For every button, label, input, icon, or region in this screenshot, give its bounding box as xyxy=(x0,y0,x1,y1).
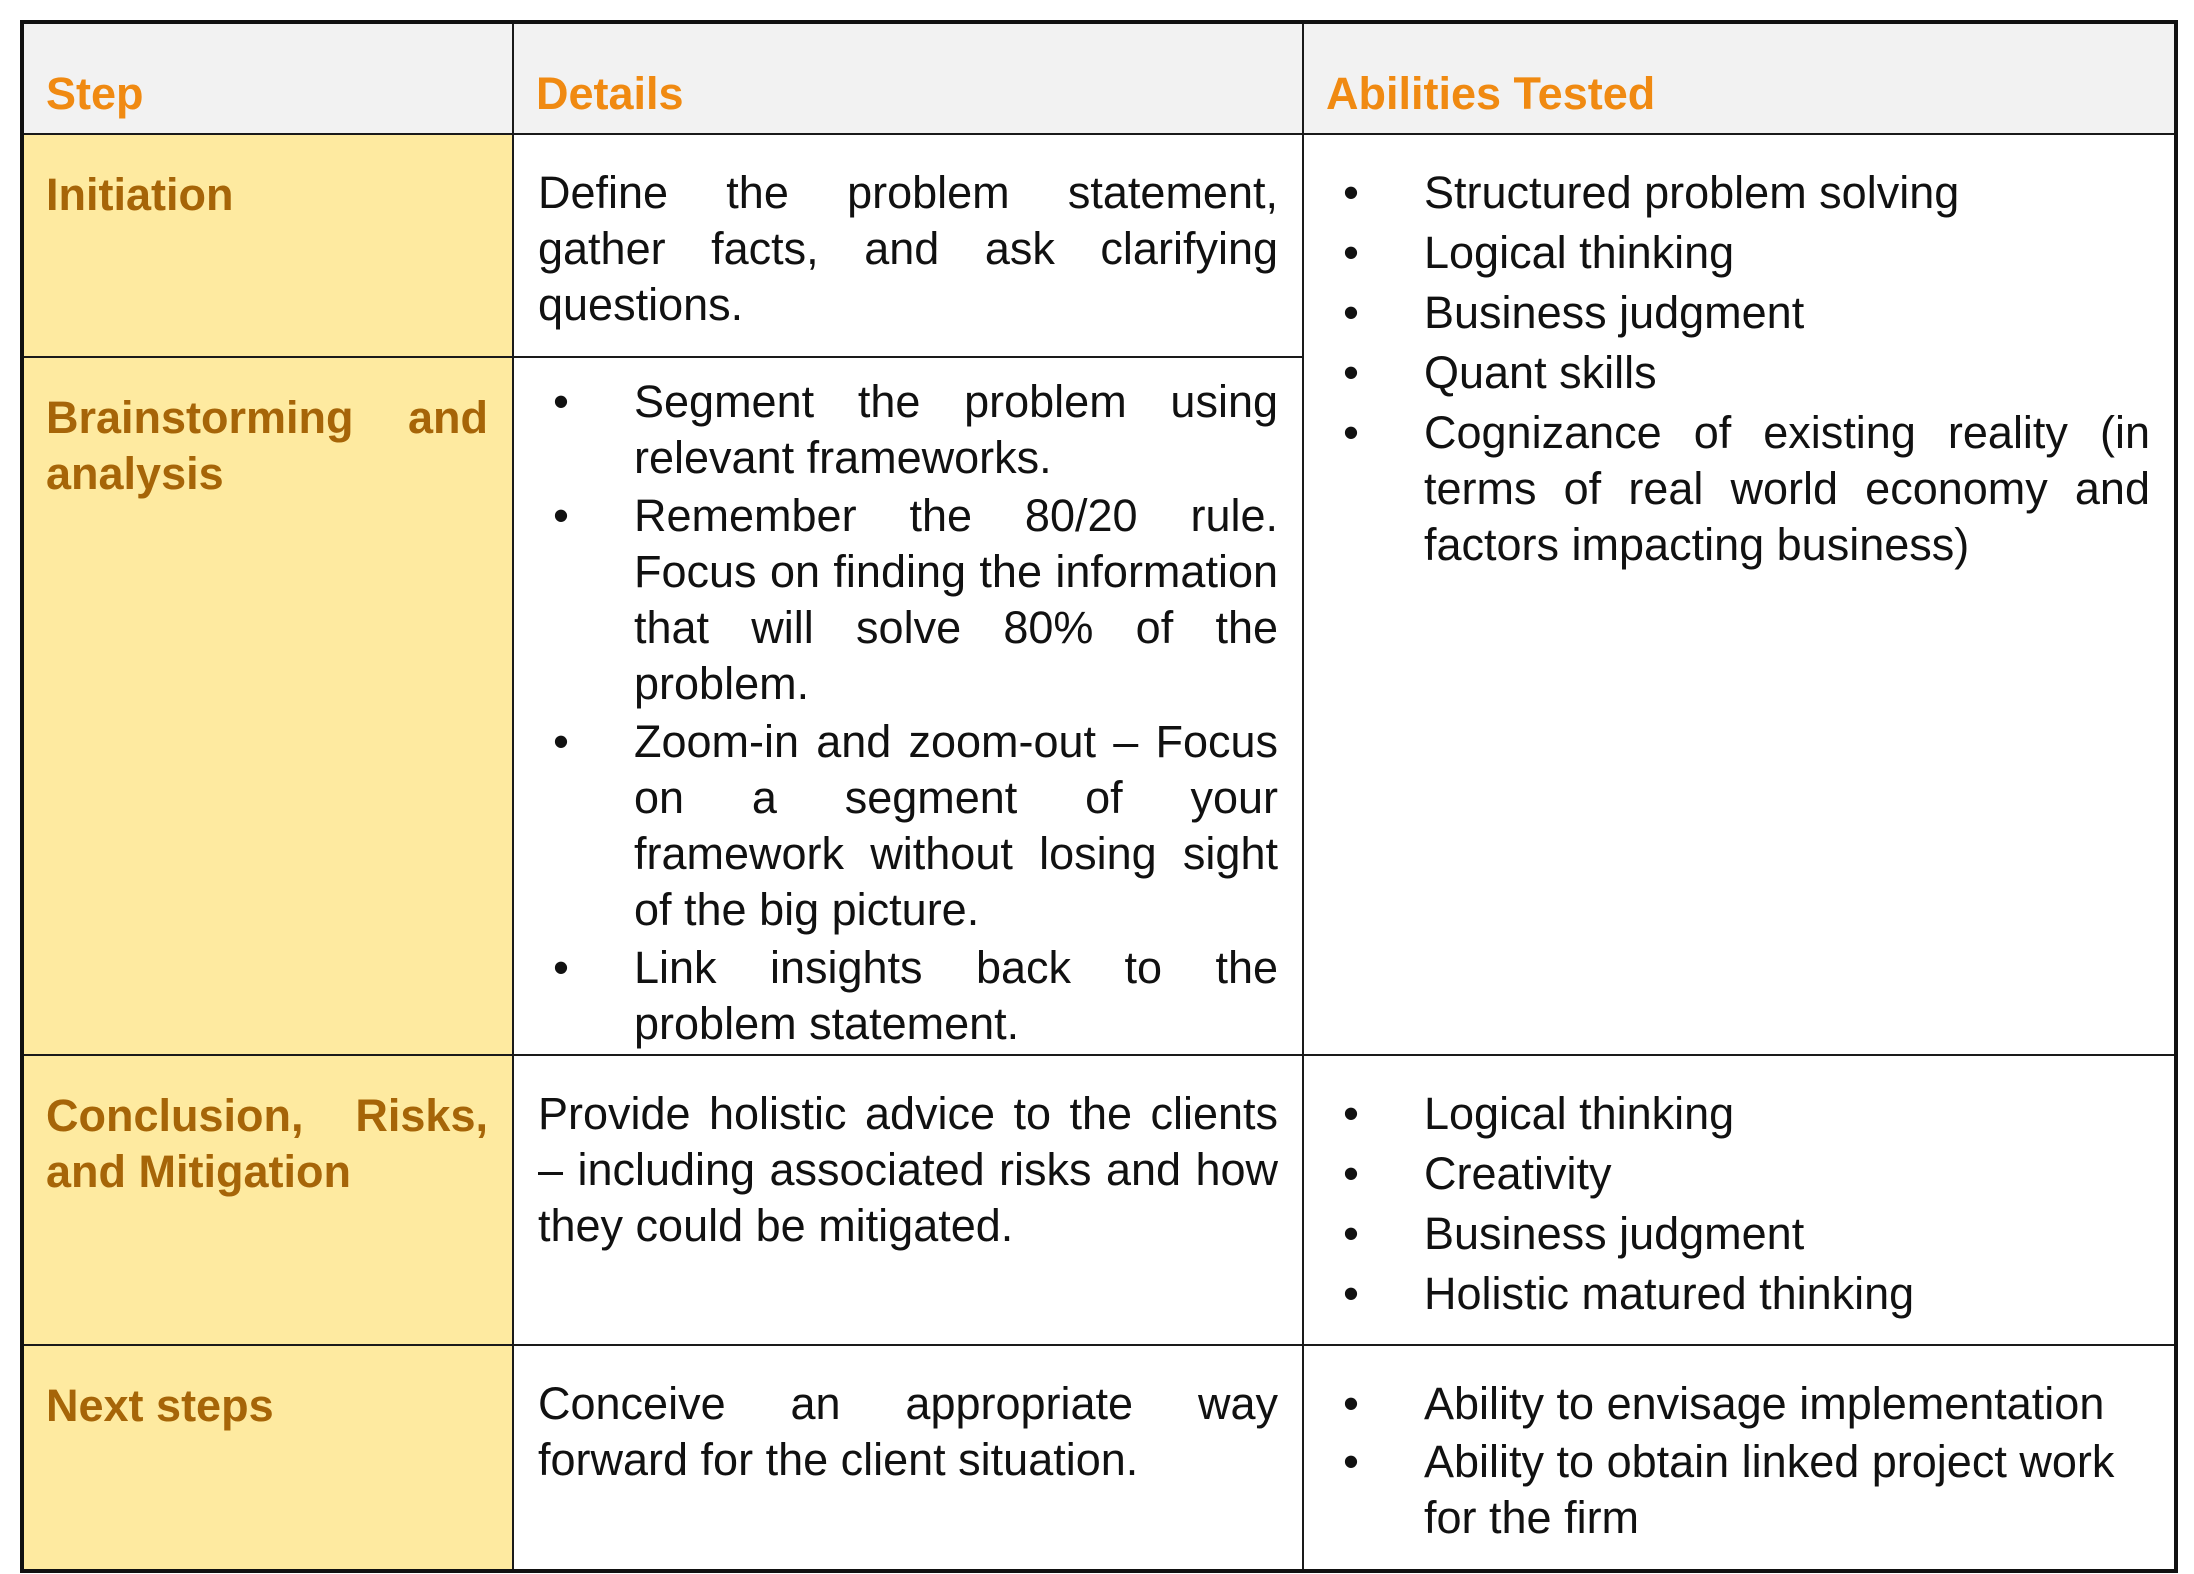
list-item: • Link insights back to the problem statement. xyxy=(538,940,1278,1052)
step-cell: Next steps xyxy=(22,1345,513,1571)
list-item: • Remember the 80/20 rule. Focus on finding the information that will solve 80% of the problem. xyxy=(538,488,1278,712)
steps-table xyxy=(20,20,2178,1573)
bullet-icon: • xyxy=(1343,1148,1359,1199)
list-item: • Segment the problem using relevant frameworks. xyxy=(538,374,1278,486)
list-item: • Cognizance of existing reality (in terms of real world economy and factors impacting business) xyxy=(1328,405,2150,573)
list-item: • Ability to envisage implementation xyxy=(1328,1376,2150,1432)
header-details: Details xyxy=(513,22,1303,134)
step-cell: Conclusion, Risks, and Mitigation xyxy=(22,1055,513,1345)
abilities-cell xyxy=(1303,1345,2176,1571)
list-item: • Logical thinking xyxy=(1328,225,2150,281)
list-item: • Business judgment xyxy=(1328,285,2150,341)
bullet-icon: • xyxy=(1343,1268,1359,1319)
bullet-icon: • xyxy=(1343,167,1359,218)
list-item: • Structured problem solving xyxy=(1328,165,2150,221)
list-item: • Creativity xyxy=(1328,1146,2150,1202)
header-row xyxy=(22,22,2176,134)
list-item: • Quant skills xyxy=(1328,345,2150,401)
table-row xyxy=(22,1055,2176,1345)
header-abilities: Abilities Tested xyxy=(1303,22,2176,134)
bullet-icon: • xyxy=(1343,1378,1359,1429)
bullet-icon: • xyxy=(553,942,569,993)
abilities-list xyxy=(1328,165,2150,573)
bullet-icon: • xyxy=(1343,287,1359,338)
bullet-icon: • xyxy=(1343,1208,1359,1259)
step-cell: Initiation xyxy=(22,134,513,357)
abilities-cell xyxy=(1303,1055,2176,1345)
bullet-icon: • xyxy=(1343,347,1359,398)
details-cell: Define the problem statement, gather facts, and ask clarifying questions. xyxy=(513,134,1303,357)
abilities-list xyxy=(1328,1086,2150,1322)
table-row xyxy=(22,1345,2176,1571)
bullet-icon: • xyxy=(1343,1088,1359,1139)
details-list xyxy=(538,374,1278,1052)
list-item: • Business judgment xyxy=(1328,1206,2150,1262)
header-step: Step xyxy=(22,22,513,134)
details-cell: Provide holistic advice to the clients – including associated risks and how they could be mitigated. xyxy=(513,1055,1303,1345)
bullet-icon: • xyxy=(1343,1436,1359,1487)
details-cell: Conceive an appropriate way forward for the client situation. xyxy=(513,1345,1303,1571)
table-row xyxy=(22,134,2176,357)
list-item: • Holistic matured thinking xyxy=(1328,1266,2150,1322)
abilities-cell xyxy=(1303,134,2176,1055)
abilities-list xyxy=(1328,1376,2150,1546)
bullet-icon: • xyxy=(1343,227,1359,278)
bullet-icon: • xyxy=(1343,407,1359,458)
bullet-icon: • xyxy=(553,490,569,541)
step-cell: Brainstorming and analysis xyxy=(22,357,513,1055)
list-item: • Ability to obtain linked project work for the firm xyxy=(1328,1434,2150,1546)
bullet-icon: • xyxy=(553,376,569,427)
bullet-icon: • xyxy=(553,716,569,767)
list-item: • Zoom-in and zoom-out – Focus on a segment of your framework without losing sight of the big picture. xyxy=(538,714,1278,938)
details-cell xyxy=(513,357,1303,1055)
list-item: • Logical thinking xyxy=(1328,1086,2150,1142)
